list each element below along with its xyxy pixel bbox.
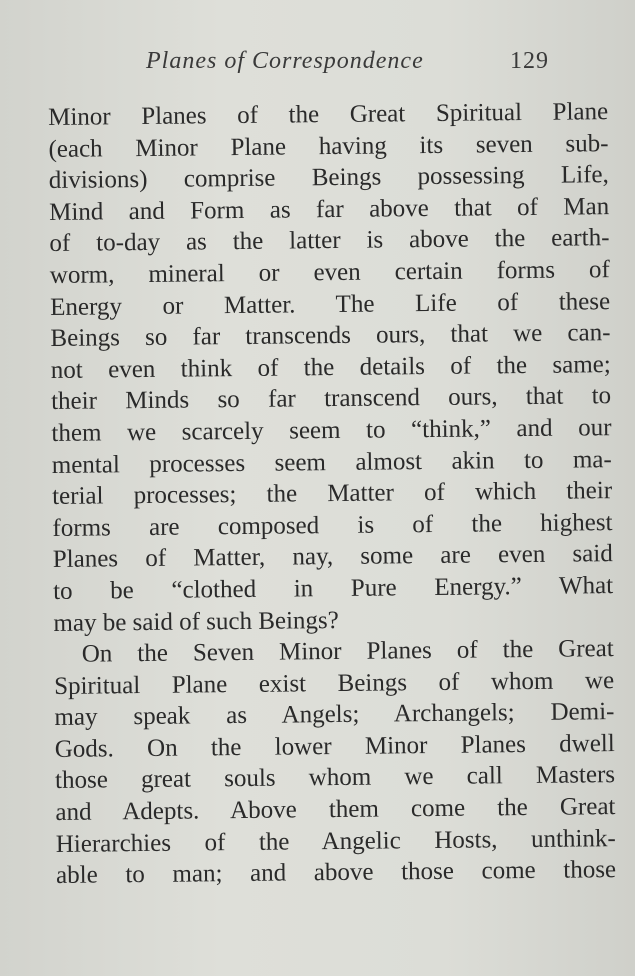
text-line: Spiritual Plane exist Beings of whom we xyxy=(53,666,615,700)
body-text xyxy=(48,96,616,892)
text-line: may be said of such Beings? xyxy=(53,606,339,637)
text-line: Mind and Form as far above that of Man xyxy=(49,192,610,226)
text-line: Minor Planes of the Great Spiritual Plane xyxy=(48,98,609,131)
text-line: Hierarchies of the Angelic Hosts, unthink- xyxy=(55,824,616,858)
page-header xyxy=(146,48,566,78)
text-line: Planes of Matter, nay, some are even said xyxy=(52,540,613,574)
text-line: able to man; and above those come those xyxy=(55,856,617,890)
text-line: them we scarcely seem to “think,” and our xyxy=(51,414,612,447)
text-line: Energy or Matter. The Life of these xyxy=(50,287,611,321)
text-line: and Adepts. Above them come the Great xyxy=(55,793,616,827)
page-number: 129 xyxy=(510,48,549,74)
text-line: not even think of the details of the same; xyxy=(50,350,611,384)
text-line: On the Seven Minor Planes of the Great xyxy=(81,635,614,668)
text-line: those great souls whom we call Masters xyxy=(54,761,616,795)
text-line: Gods. On the lower Minor Planes dwell xyxy=(54,729,615,763)
text-line: terial processes; the Matter of which their xyxy=(51,477,613,511)
text-line: mental processes seem almost akin to ma- xyxy=(51,445,612,479)
text-line: (each Minor Plane having its seven sub- xyxy=(48,129,609,163)
text-line: their Minds so far transcend ours, that to xyxy=(50,382,612,416)
text-line: worm, mineral or even certain forms of xyxy=(49,256,610,289)
text-line: may speak as Angels; Archangels; Demi- xyxy=(54,698,615,732)
running-title: Planes of Correspondence xyxy=(146,48,424,74)
text-line: divisions) comprise Beings possessing Life, xyxy=(48,161,609,195)
text-line: to be “clothed in Pure Energy.” What xyxy=(52,572,614,605)
text-line: forms are composed is of the highest xyxy=(52,508,613,542)
text-line: of to-day as the latter is above the earth- xyxy=(49,224,610,258)
text-line: Beings so far transcends ours, that we can- xyxy=(50,319,611,353)
